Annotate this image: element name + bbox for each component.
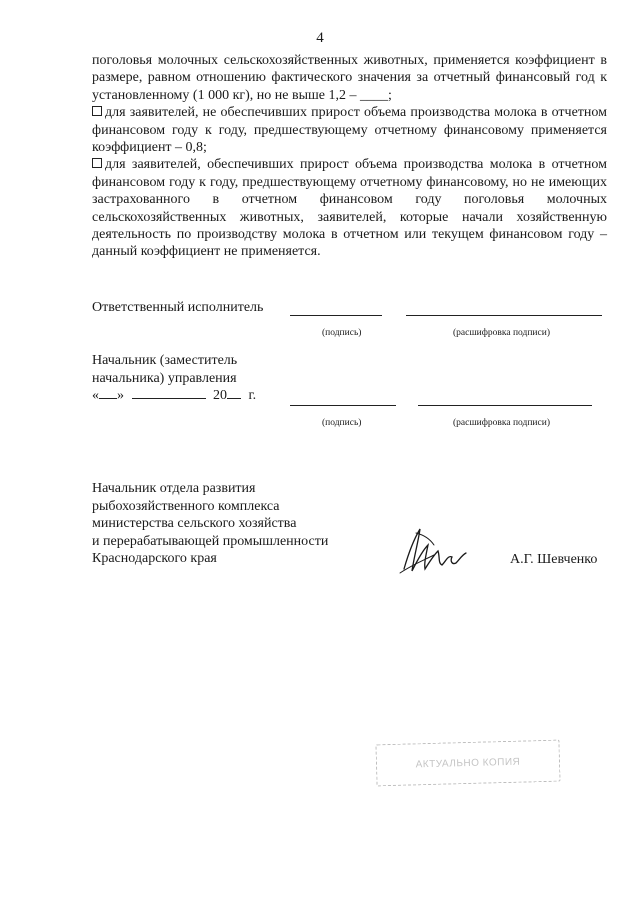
official-title-line: министерства сельского хозяйства [92, 516, 297, 532]
official-title-line: рыбохозяйственного комплекса [92, 498, 280, 514]
date-close-quote: » [117, 388, 124, 404]
head-decoding-line[interactable] [418, 405, 592, 406]
date-year-blank[interactable] [227, 398, 241, 399]
date-day-blank[interactable] [99, 398, 117, 399]
head-label [92, 352, 256, 405]
paragraph-2-text: для заявителей, не обеспечивших прирост объема производства молока в отчетном финансовом году к году, предшествующему отчетному финансовому применяется коэффициент – 0,8; [92, 105, 607, 156]
date-suffix: г. [248, 388, 257, 404]
paragraph-1: поголовья молочных сельскохозяйственных животных, применяется коэффициент в размере, равном отношению фактического значения за отчетный финансовый год к установленному (1 000 кг), но не выше 1,2 – ____; [92, 53, 607, 103]
date-year: 20 [213, 388, 227, 404]
page-number: 4 [316, 30, 324, 46]
date-month-blank[interactable] [132, 398, 206, 399]
decoding-caption: (расшифровка подписи) [453, 328, 550, 338]
paragraph-3-text: для заявителей, обеспечивших прирост объема производства молока в отчетном финансовом году к году, предшествующему отчетному финансовому, но не имеющих застрахованного в отчетном финансовом году поголовья молочных сельскохозяйственных животных, заявителей, которые начали хозяйственную деятельность по производству молока в отчетном или текущем финансовом году – данный коэффициент не применяется. [92, 157, 607, 260]
paragraph-2 [92, 104, 607, 156]
head-signature-line[interactable] [290, 405, 396, 406]
checkbox-icon [92, 158, 102, 168]
head-label-line: начальника) управления [92, 370, 237, 386]
official-title-line: и перерабатывающей промышленности [92, 533, 329, 549]
signature-caption: (подпись) [322, 328, 362, 338]
date-line [92, 387, 256, 405]
handwritten-signature [398, 525, 468, 577]
head-label-line: Начальник (заместитель [92, 353, 238, 368]
faint-stamp: АКТУАЛЬНО КОПИЯ [375, 740, 560, 787]
signature-caption: (подпись) [322, 418, 362, 428]
responsible-signature-line[interactable] [290, 315, 382, 316]
official-title [92, 480, 328, 568]
body-text [92, 52, 607, 261]
decoding-caption: (расшифровка подписи) [453, 418, 550, 428]
official-title-line: Начальник отдела развития [92, 481, 256, 496]
date-open-quote: « [92, 388, 99, 404]
official-name: А.Г. Шевченко [510, 552, 598, 567]
paragraph-3 [92, 156, 607, 260]
official-title-line: Краснодарского края [92, 551, 217, 567]
responsible-label: Ответственный исполнитель [92, 300, 264, 315]
responsible-decoding-line[interactable] [406, 315, 602, 316]
checkbox-icon [92, 106, 102, 116]
